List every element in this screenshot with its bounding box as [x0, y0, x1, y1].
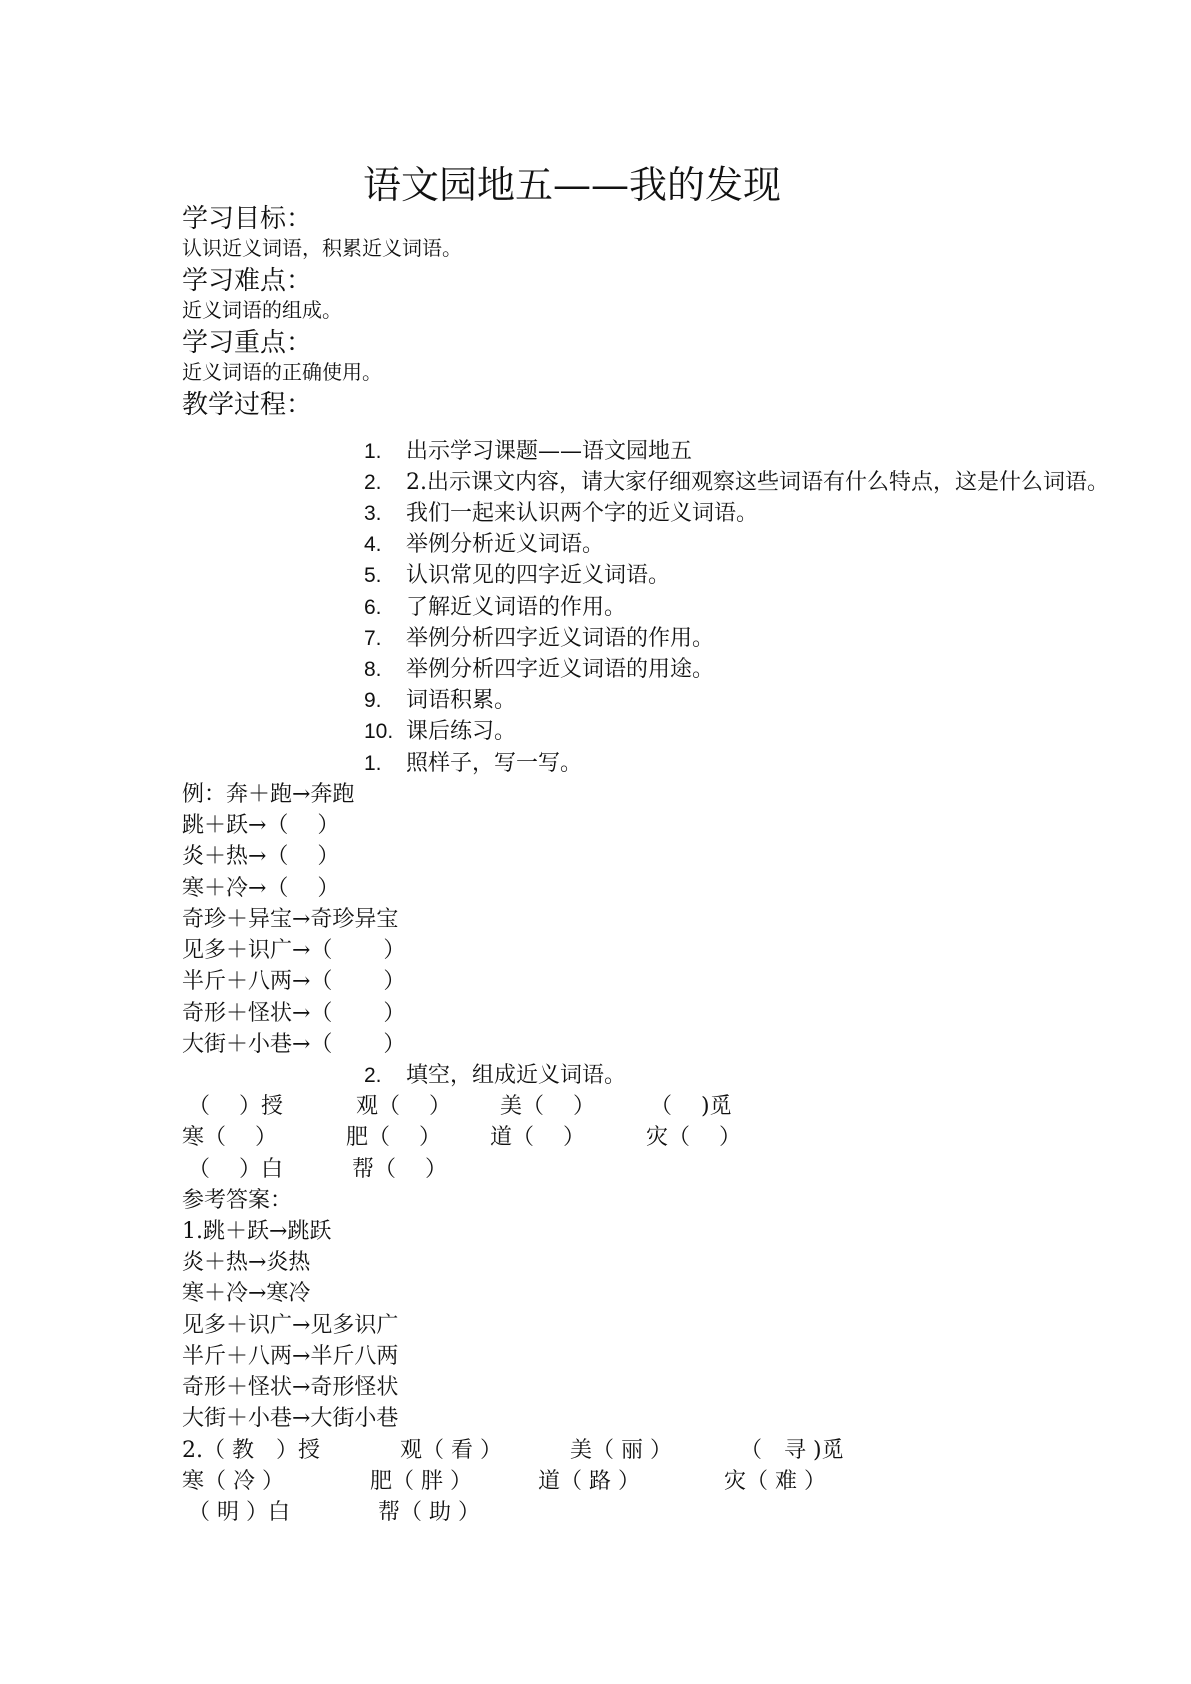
answer-line: 寒＋冷→寒冷 [182, 1281, 311, 1306]
exercise2-cell: 肥（ ） [346, 1125, 441, 1150]
answer-cell: 寒（ 冷 ） [182, 1469, 284, 1494]
exercise2-cell: 观（ ） [356, 1094, 451, 1119]
exercise1-line: 奇形＋怪状→（ ） [182, 1001, 406, 1026]
exercise1-line: 炎＋热→（ ） [182, 844, 340, 869]
goal-text: 认识近义词语，积累近义词语。 [182, 236, 462, 260]
answer-line: 1.跳＋跃→跳跃 [182, 1219, 332, 1244]
focus-text: 近义词语的正确使用。 [182, 360, 382, 384]
exercise2-cell: 寒（ ） [182, 1125, 277, 1150]
difficulty-heading: 学习难点： [182, 266, 313, 296]
answer-cell: 观（ 看 ） [400, 1438, 502, 1463]
document-title: 语文园地五——我的发现 [363, 163, 782, 207]
answer-cell: 灾（ 难 ） [724, 1469, 826, 1494]
exercise2-cell: 灾（ ） [646, 1125, 741, 1150]
answer-cell: 道（ 路 ） [538, 1469, 640, 1494]
exercise1-line: 例：奔＋跑→奔跑 [182, 782, 355, 807]
exercise2-cell: （ )觅 [650, 1094, 732, 1119]
answer-line: 大街＋小巷→大街小巷 [182, 1406, 399, 1431]
answer-line: 炎＋热→炎热 [182, 1250, 311, 1275]
exercise1-line: 大街＋小巷→（ ） [182, 1032, 406, 1057]
exercise2-cell: 帮（ ） [352, 1157, 447, 1182]
answer-cell: 2.（ 教 ）授 [182, 1438, 320, 1463]
goal-heading: 学习目标： [182, 204, 313, 234]
exercise1-line: 奇珍＋异宝→奇珍异宝 [182, 907, 399, 932]
exercise2-cell: 道（ ） [490, 1125, 585, 1150]
exercise2-cell: （ ）授 [188, 1094, 283, 1119]
answer-cell: 肥（ 胖 ） [370, 1469, 472, 1494]
answer-cell: （ 寻 )觅 [740, 1438, 844, 1463]
exercise1-line: 寒＋冷→（ ） [182, 876, 340, 901]
exercise1-line: 见多＋识广→（ ） [182, 938, 406, 963]
document-page: 语文园地五——我的发现 学习目标： 认识近义词语，积累近义词语。 学习难点： 近义词语的组成。 学习重点： 近义词语的正确使用。 教学过程： 1. 出示学习课题——语文园地五 2. 2.出示课文内容，请大家仔细观察这些词语有什么特点，这是什么词语。 3. 我们一起来认识两个字的近义词语。 4. 举例分析近义词语。 5. 认识常见的四字近义词语。 6. 了解近义词语的作用。 7. 举例分析四字近义词语的作用。 8. 举例分析四字近义词语的用途。 9. 词语积累。 10. 课后练习。 1. 照样子，写一写。 例：奔＋跑→奔跑 跳＋跃→（ ） 炎＋热→（ ） 寒＋冷→（ ） 奇珍＋异宝→奇珍异宝 见多＋识广→（ ） 半斤＋八两→（ ） 奇形＋怪状→（ ） 大街＋小巷→（ ） 2. 填空，组成近义词语。 （ ）授 观（ ） 美（ ） （ )觅 寒（ ） 肥（ ） 道（ ） 灾（ ） （ ）白 帮（ ） 参考答案： 1.跳＋跃→跳跃 炎＋热→炎热 寒＋冷→寒冷 见多＋识广→见多识广 半斤＋八两→半斤八两 奇形＋怪状→奇形怪状 大街＋小巷→大街小巷 2.（ 教 ）授 观（ 看 ） 美（ 丽 ） （ 寻 )觅 寒（ 冷 ） 肥（ 胖 ） 道（ 路 ） 灾（ 难 ） （ 明 ）白 帮（ 助 ） [0, 0, 1191, 1684]
answer-cell: 帮（ 助 ） [378, 1500, 480, 1525]
exercise1-line: 半斤＋八两→（ ） [182, 969, 406, 994]
focus-heading: 学习重点： [182, 328, 313, 358]
answer-line: 见多＋识广→见多识广 [182, 1313, 399, 1338]
exercise2-cell: 美（ ） [500, 1094, 595, 1119]
answer-line: 半斤＋八两→半斤八两 [182, 1344, 399, 1369]
answers-heading: 参考答案： [182, 1188, 293, 1213]
answer-cell: （ 明 ）白 [188, 1500, 290, 1525]
exercise2-cell: （ ）白 [188, 1157, 283, 1182]
exercise1-line: 跳＋跃→（ ） [182, 813, 340, 838]
process-heading: 教学过程： [182, 390, 313, 420]
difficulty-text: 近义词语的组成。 [182, 298, 342, 322]
answer-cell: 美（ 丽 ） [570, 1438, 672, 1463]
answer-line: 奇形＋怪状→奇形怪状 [182, 1375, 399, 1400]
